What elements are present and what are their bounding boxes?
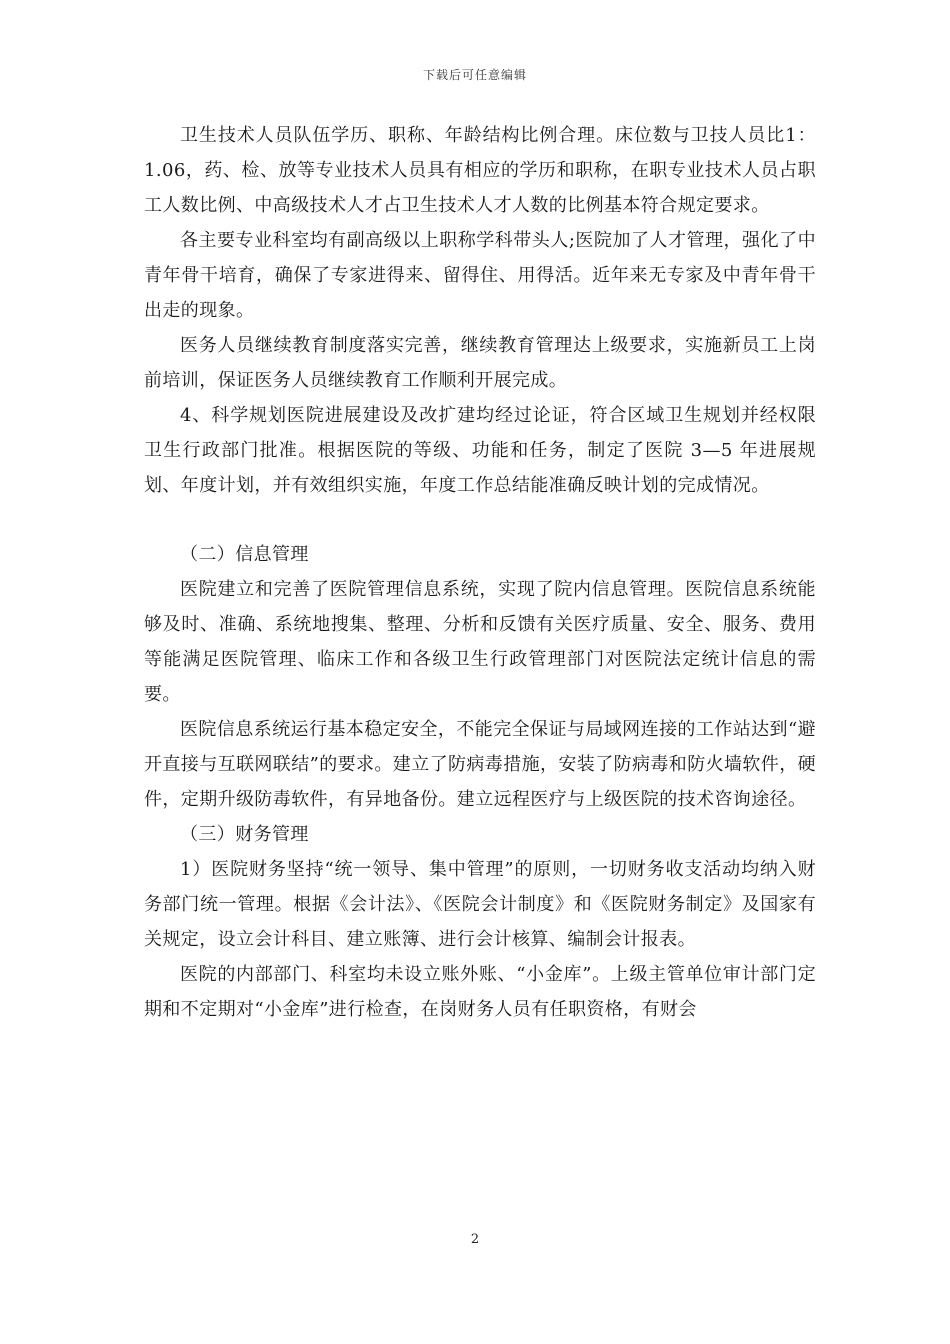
paragraph-continuing-education: 医务人员继续教育制度落实完善，继续教育管理达上级要求，实施新员工上岗前培训，保证医务人员继续教育工作顺利开展完成。 (144, 335, 816, 391)
paragraph-information-system: 医院建立和完善了医院管理信息系统，实现了院内信息管理。医院信息系统能够及时、准确、系统地搜集、整理、分析和反馈有关医疗质量、安全、服务、费用等能满足医院管理、临床工作和各级卫生行政管理部门对医院法定统计信息的需要。 (144, 579, 816, 705)
section-heading-information-management: （二）信息管理 (180, 544, 309, 565)
paragraph-discipline-leaders: 各主要专业科室均有副高级以上职称学科带头人;医院加了人才管理，强化了中青年骨干培育，确保了专家进得来、留得住、用得活。近年来无专家及中青年骨干出走的现象。 (144, 230, 816, 321)
page-number: 2 (470, 1232, 480, 1247)
paragraph-no-slush-fund: 医院的内部部门、科室均未设立账外账、“小金库”。上级主管单位审计部门定期和不定期对“小金库”进行检查，在岗财务人员有任职资格，有财会 (144, 964, 816, 1020)
page-header: 下载后可任意编辑 (422, 68, 527, 82)
paragraph-scientific-planning: 4、科学规划医院进展建设及改扩建均经过论证，符合区域卫生规划并经权限卫生行政部门批准。根据医院的等级、功能和任务，制定了医院 3—5 年进展规划、年度计划，并有效组织实施，年度工作总结能准确反映计划的完成情况。 (144, 405, 816, 496)
paragraph-staff-structure: 卫生技术人员队伍学历、职称、年龄结构比例合理。床位数与卫技人员比1：1.06，药、检、放等专业技术人员具有相应的学历和职称，在职专业技术人员占职工人数比例、中高级技术人才占卫生技术人才人数的比例基本符合规定要求。 (144, 125, 816, 216)
paragraph-information-security: 医院信息系统运行基本稳定安全，不能完全保证与局域网连接的工作站达到“避开直接与互联网联结”的要求。建立了防病毒措施，安装了防病毒和防火墙软件，硬件，定期升级防毒软件，有异地备份。建立远程医疗与上级医院的技术咨询途径。 (144, 719, 816, 810)
paragraph-financial-principles: 1）医院财务坚持“统一领导、集中管理”的原则，一切财务收支活动均纳入财务部门统一管理。根据《会计法》、《医院会计制度》和《医院财务制定》及国家有关规定，设立会计科目、建立账簿、进行会计核算、编制会计报表。 (144, 859, 816, 950)
section-spacer (144, 503, 816, 537)
document-body (144, 118, 816, 1027)
section-heading-financial-management: （三）财务管理 (180, 824, 309, 845)
